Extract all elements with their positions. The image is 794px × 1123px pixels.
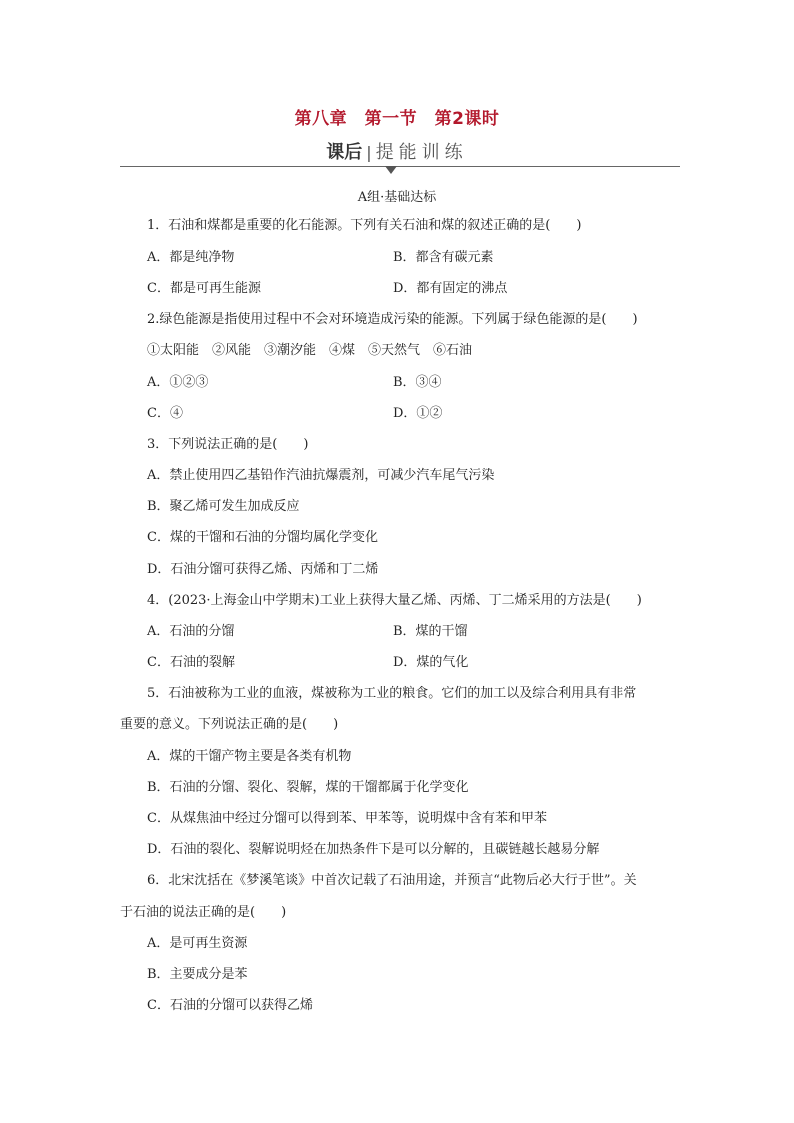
question-5-stem-line-2: 重要的意义。下列说法正确的是( ) [120,717,339,732]
question-4-option-d: D．煤的气化 [393,655,469,670]
question-1-option-d: D．都有固定的沸点 [393,281,508,296]
question-5-option-a: A．煤的干馏产物主要是各类有机物 [147,749,352,764]
question-3-option-a: A．禁止使用四乙基铅作汽油抗爆震剂，可减少汽车尾气污染 [147,468,495,483]
question-2-option-d: D．①② [393,406,443,421]
question-2-stem: 2.绿色能源是指使用过程中不会对环境造成污染的能源。下列属于绿色能源的是( ) [147,312,638,327]
question-3-option-d: D．石油分馏可获得乙烯、丙烯和丁二烯 [147,562,379,577]
question-2-option-a: A．①②③ [147,375,209,390]
question-1-stem: 1．石油和煤都是重要的化石能源。下列有关石油和煤的叙述正确的是( ) [147,218,582,233]
question-2-list: ①太阳能 ②风能 ③潮汐能 ④煤 ⑤天然气 ⑥石油 [147,343,473,358]
question-3-option-b: B．聚乙烯可发生加成反应 [147,499,300,514]
question-4-option-b: B．煤的干馏 [393,624,468,639]
group-title: A组·基础达标 [357,190,437,205]
question-3-option-c: C．煤的干馏和石油的分馏均属化学变化 [147,530,378,545]
question-5-option-b: B．石油的分馏、裂化、裂解，煤的干馏都属于化学变化 [147,780,469,795]
subtitle-training: 提能训练 [375,142,468,163]
question-6-option-c: C．石油的分馏可以获得乙烯 [147,998,313,1013]
question-1-option-b: B．都含有碳元素 [393,250,494,265]
question-2-option-b: B．③④ [393,375,442,390]
header-divider [120,166,680,167]
subtitle-separator: | [366,143,372,162]
question-6-option-a: A．是可再生资源 [147,936,248,951]
question-3-stem: 3．下列说法正确的是( ) [147,437,309,452]
subtitle-after-class: 课后 [326,142,363,163]
section-subtitle [0,138,794,164]
question-6-stem-line-2: 于石油的说法正确的是( ) [120,905,287,920]
question-5-option-d: D．石油的裂化、裂解说明烃在加热条件下是可以分解的，且碳链越长越易分解 [147,842,600,857]
question-5-stem-line-1: 5．石油被称为工业的血液，煤被称为工业的粮食。它们的加工以及综合利用具有非常 [147,686,637,701]
question-5-option-c: C．从煤焦油中经过分馏可以得到苯、甲苯等，说明煤中含有苯和甲苯 [147,811,547,826]
divider-arrow-icon [385,166,397,174]
question-4-stem: 4．(2023·上海金山中学期末)工业上获得大量乙烯、丙烯、丁二烯采用的方法是( ) [147,593,642,608]
question-4-option-c: C．石油的裂解 [147,655,235,670]
question-1-option-c: C．都是可再生能源 [147,281,261,296]
question-6-option-b: B．主要成分是苯 [147,967,248,982]
question-2-option-c: C．④ [147,406,183,421]
question-1-option-a: A．都是纯净物 [147,250,235,265]
question-4-option-a: A．石油的分馏 [147,624,235,639]
question-6-stem-line-1: 6．北宋沈括在《梦溪笔谈》中首次记载了石油用途，并预言“此物后必大行于世”。关 [147,873,637,888]
page-title: 第八章 第一节 第2课时 [294,109,500,129]
